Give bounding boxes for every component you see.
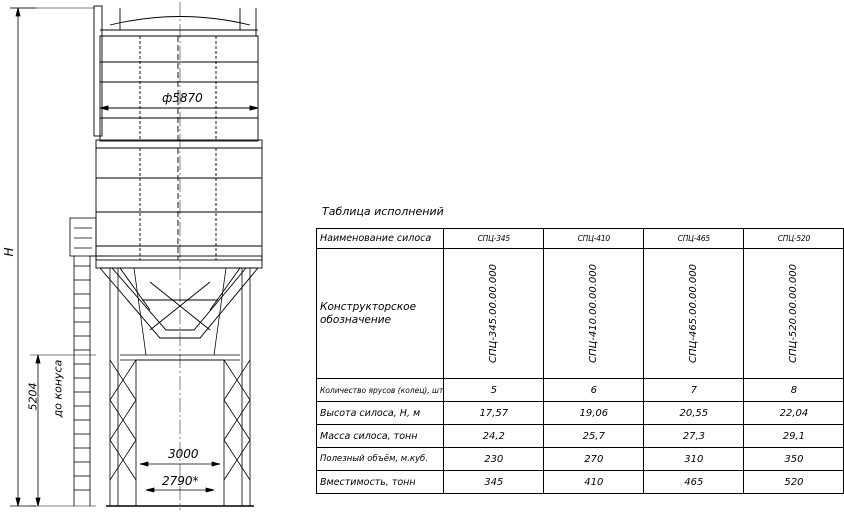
width-label-3000: 3000 [168,447,199,461]
header-col: СПЦ-465 [644,229,744,249]
table-row [317,379,844,402]
cell: 310 [644,448,744,471]
table-row [317,448,844,471]
cone-height-value: 5204 [26,382,40,411]
height-dimension [10,8,95,506]
table-row [317,425,844,448]
header-col: СПЦ-520 [744,229,844,249]
row-label: Полезный объём, м.куб. [317,448,444,471]
table-row [317,471,844,494]
design-code: СПЦ-520.00.00.000 [744,249,844,379]
cell: 520 [744,471,844,494]
cell: 345 [444,471,544,494]
silo-body [94,2,262,510]
design-code: СПЦ-410.00.00.000 [544,249,644,379]
versions-table [316,228,844,494]
cell: 270 [544,448,644,471]
table-header-row [317,229,844,249]
cell: 27,3 [644,425,744,448]
cell: 29,1 [744,425,844,448]
row-label: Высота силоса, Н, м [317,402,444,425]
table-title: Таблица исполнений [322,205,444,218]
header-col: СПЦ-345 [444,229,544,249]
cell: 350 [744,448,844,471]
cell: 20,55 [644,402,744,425]
header-label: Наименование силоса [317,229,444,249]
diameter-label: ф5870 [162,91,203,105]
cell: 7 [644,379,744,402]
cell: 17,57 [444,402,544,425]
cell: 5 [444,379,544,402]
design-code: СПЦ-345.00.00.000 [444,249,544,379]
cell: 8 [744,379,844,402]
design-row [317,249,844,379]
side-ladder [70,218,110,506]
width-label-2790: 2790* [162,474,199,488]
height-label: H [2,247,16,257]
design-label: Конструкторское обозначение [317,249,444,379]
cell: 465 [644,471,744,494]
row-label: Количество ярусов (колец), шт [317,379,444,402]
header-col: СПЦ-410 [544,229,644,249]
cell: 24,2 [444,425,544,448]
cell: 19,06 [544,402,644,425]
row-label: Вместимость, тонн [317,471,444,494]
row-label: Масса силоса, тонн [317,425,444,448]
cell: 410 [544,471,644,494]
cell: 25,7 [544,425,644,448]
cone-height-caption: до конуса [51,359,65,418]
table-row [317,402,844,425]
cell: 22,04 [744,402,844,425]
cell: 230 [444,448,544,471]
cell: 6 [544,379,644,402]
design-code: СПЦ-465.00.00.000 [644,249,744,379]
